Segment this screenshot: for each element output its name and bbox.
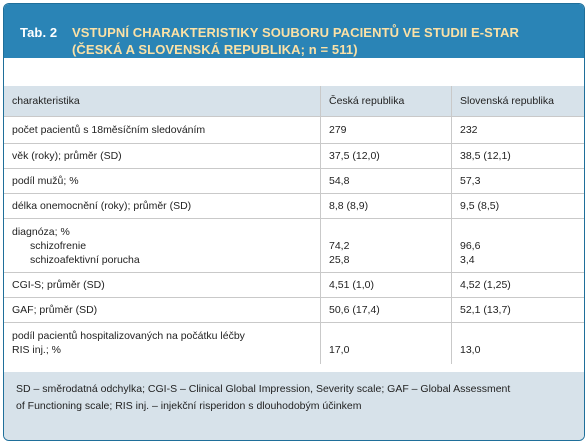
row-label: diagnóza; % xyxy=(12,225,70,238)
table-row xyxy=(4,323,584,364)
cell-slovak: 38,5 (12,1) xyxy=(452,144,585,169)
column-header-czech: Česká republika xyxy=(321,86,452,117)
row-label: podíl mužů; % xyxy=(4,169,321,194)
cell-czech: 279 xyxy=(321,117,452,144)
cell-slovak xyxy=(452,323,585,364)
table-row xyxy=(4,144,584,169)
table-card xyxy=(3,3,585,441)
column-header-slovak: Slovenská republika xyxy=(452,86,585,117)
table-row xyxy=(4,117,584,144)
table-row xyxy=(4,273,584,298)
cell-slovak: 52,1 (13,7) xyxy=(452,298,585,323)
cell-czech: 50,6 (17,4) xyxy=(321,298,452,323)
cell-slovak: 9,5 (8,5) xyxy=(452,194,585,219)
row-label: RIS inj.; % xyxy=(12,344,62,357)
table-title xyxy=(72,24,576,58)
table-number: Tab. 2 xyxy=(20,25,58,40)
cell-czech xyxy=(321,323,452,364)
cell-value: 96,6 xyxy=(460,239,481,252)
table-header xyxy=(4,4,584,58)
table-head-row xyxy=(4,86,584,117)
cell-czech: 54,8 xyxy=(321,169,452,194)
table-title-line-2: (ČESKÁ A SLOVENSKÁ REPUBLIKA; n = 511) xyxy=(72,42,358,57)
sub-label-schizoaffective: schizoafektivní porucha xyxy=(30,253,140,266)
row-label-diagnosis xyxy=(4,219,321,273)
data-table-wrapper xyxy=(4,86,584,364)
table-footnote xyxy=(4,372,584,440)
row-label: počet pacientů s 18měsíčním sledováním xyxy=(4,117,321,144)
sub-label-schizophrenia: schizofrenie xyxy=(30,239,87,252)
column-header-characteristic: charakteristika xyxy=(4,86,321,117)
footnote-line-1: SD – směrodatná odchylka; CGI-S – Clinical Global Impression, Severity scale; GAF – Global Assessment xyxy=(16,383,511,395)
cell-slovak xyxy=(452,219,585,273)
cell-czech: 4,51 (1,0) xyxy=(321,273,452,298)
cell-czech: 37,5 (12,0) xyxy=(321,144,452,169)
cell-slovak: 232 xyxy=(452,117,585,144)
cell-czech: 8,8 (8,9) xyxy=(321,194,452,219)
row-label: délka onemocnění (roky); průměr (SD) xyxy=(4,194,321,219)
row-label: podíl pacientů hospitalizovaných na počátku léčby xyxy=(12,330,245,343)
table-row xyxy=(4,169,584,194)
cell-slovak: 4,52 (1,25) xyxy=(452,273,585,298)
data-table xyxy=(4,86,584,364)
cell-value: 74,2 xyxy=(329,239,350,252)
cell-value: 3,4 xyxy=(460,253,475,266)
row-label: věk (roky); průměr (SD) xyxy=(4,144,321,169)
cell-slovak: 57,3 xyxy=(452,169,585,194)
table-title-line-1: VSTUPNÍ CHARAKTERISTIKY SOUBORU PACIENTŮ VE STUDII E-STAR xyxy=(72,25,520,40)
table-row xyxy=(4,219,584,273)
footnote-line-2: of Functioning scale; RIS inj. – injekční risperidon s dlouhodobým účinkem xyxy=(16,400,362,412)
cell-value: 17,0 xyxy=(329,344,350,357)
row-label: GAF; průměr (SD) xyxy=(4,298,321,323)
row-label: CGI-S; průměr (SD) xyxy=(4,273,321,298)
cell-czech xyxy=(321,219,452,273)
table-row xyxy=(4,194,584,219)
cell-value: 25,8 xyxy=(329,253,350,266)
cell-value: 13,0 xyxy=(460,344,481,357)
row-label-hospitalized xyxy=(4,323,321,364)
table-row xyxy=(4,298,584,323)
